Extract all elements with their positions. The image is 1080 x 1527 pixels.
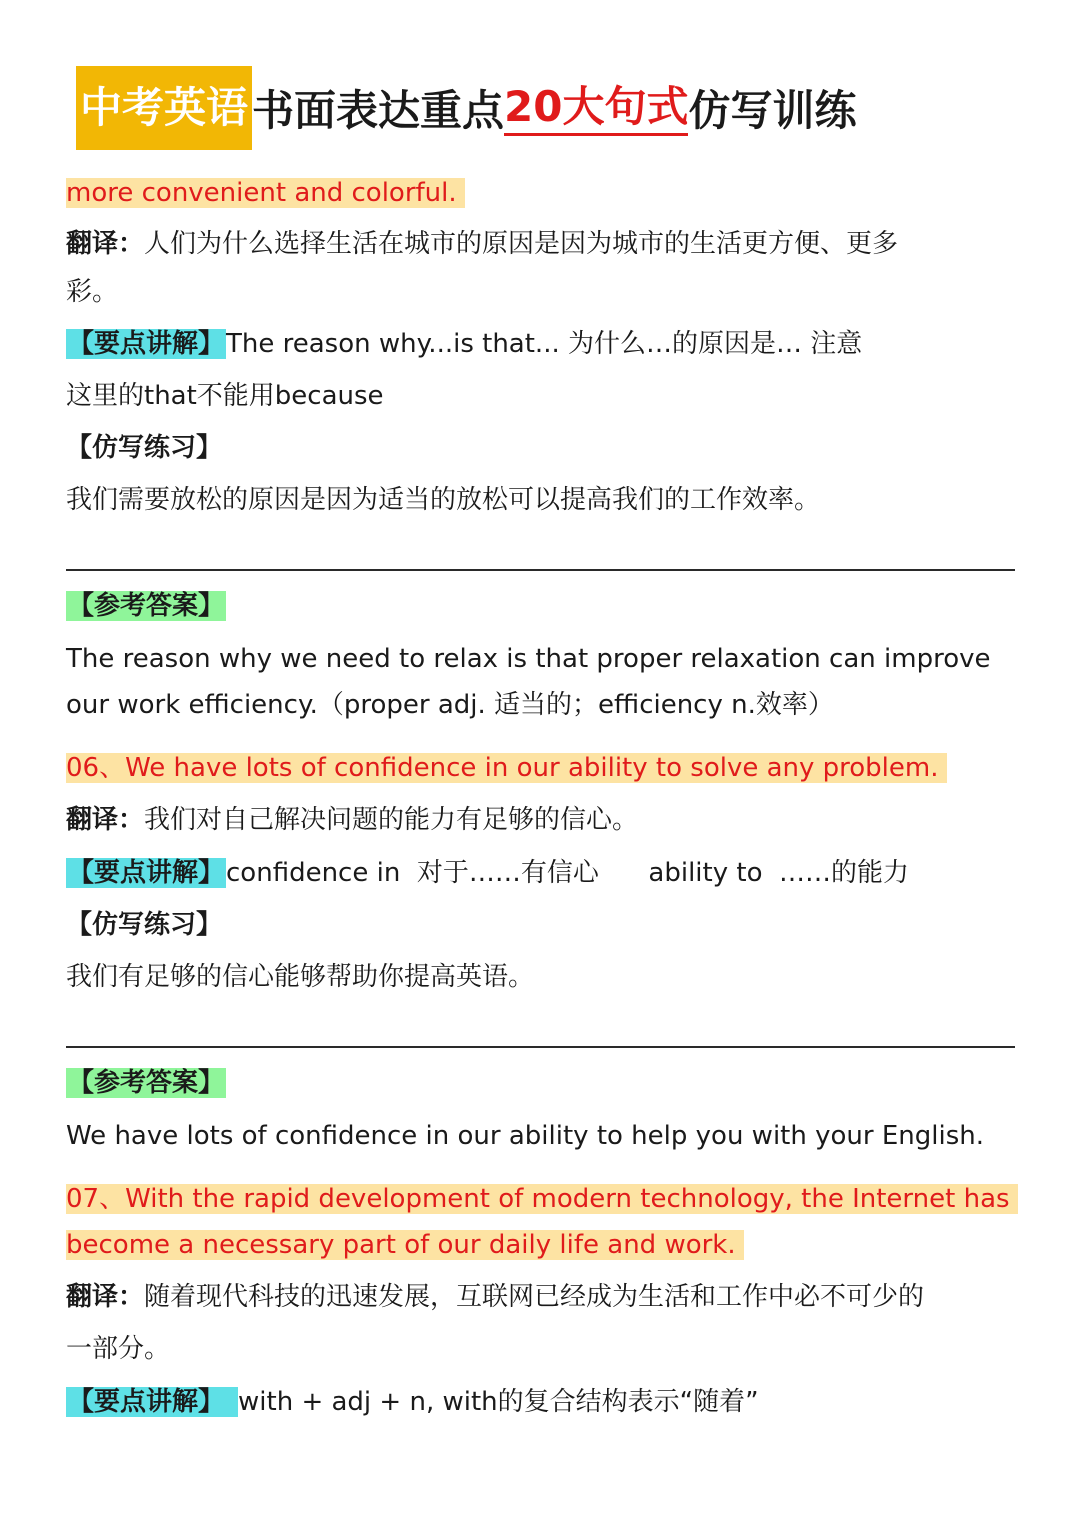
key-point-tag: 【要点讲解】 [66, 1387, 238, 1417]
s07-key-point: 【要点讲解】 with + adj + n, with的复合结构表示“随着” [68, 1387, 759, 1417]
title-red: 20大句式 [504, 81, 688, 136]
s05-practice-label: 【仿写练习】 [66, 433, 223, 463]
s05-key-point-line2: 这里的that不能用because [66, 381, 384, 411]
s06-translation: 翻译：我们对自己解决问题的能力有足够的信心。 [66, 805, 639, 835]
s05-practice-text: 我们需要放松的原因是因为适当的放松可以提高我们的工作效率。 [66, 485, 821, 515]
s06-practice-text: 我们有足够的信心能够帮助你提高英语。 [66, 962, 535, 992]
s05-sentence-tail: more convenient and colorful. [66, 171, 465, 215]
s05-answer-line1: The reason why we need to relax is that proper relaxation can improve [66, 644, 991, 674]
s05-answer-line2: our work efficiency.（proper adj. 适当的；efficiency n.效率） [66, 690, 834, 720]
title-highlight: 中考英语 [76, 66, 252, 150]
key-point-tag: 【要点讲解】 [68, 329, 225, 359]
s06-answer: We have lots of confidence in our ability to help you with your English. [66, 1121, 984, 1151]
s05-translation-line1: 翻译：人们为什么选择生活在城市的原因是因为城市的生活更方便、更多 [66, 229, 899, 259]
title-main: 书面表达重点 [252, 86, 505, 135]
s06-sentence: 06、We have lots of confidence in our ability to solve any problem. [66, 746, 947, 790]
s05-key-point: 【要点讲解】The reason why...is that... 为什么…的原因是… 注意 [68, 329, 863, 359]
s07-translation-line1: 翻译：随着现代科技的迅速发展，互联网已经成为生活和工作中必不可少的 [66, 1282, 925, 1312]
s06-answer-line [66, 1046, 1015, 1048]
s05-answer-tag: 【参考答案】 [68, 591, 225, 621]
s06-answer-tag: 【参考答案】 [68, 1068, 225, 1098]
title-end: 仿写训练 [688, 86, 857, 135]
page-title [76, 66, 1026, 150]
translation-label: 翻译： [66, 805, 145, 835]
translation-label: 翻译： [66, 1282, 145, 1312]
s06-practice-label: 【仿写练习】 [66, 910, 223, 940]
key-point-tag: 【要点讲解】 [68, 858, 225, 888]
s07-translation-line2: 一部分。 [66, 1334, 171, 1364]
s06-key-point: 【要点讲解】confidence in 对于……有信心 ability to ……的能力 [68, 858, 910, 888]
s05-answer-line [66, 569, 1015, 571]
translation-label: 翻译： [66, 229, 145, 259]
s07-sentence-line1: 07、With the rapid development of modern technology, the Internet has [66, 1177, 1018, 1221]
s07-sentence-line2: become a necessary part of our daily life and work. [66, 1223, 744, 1267]
s05-translation-line2: 彩。 [66, 277, 119, 307]
